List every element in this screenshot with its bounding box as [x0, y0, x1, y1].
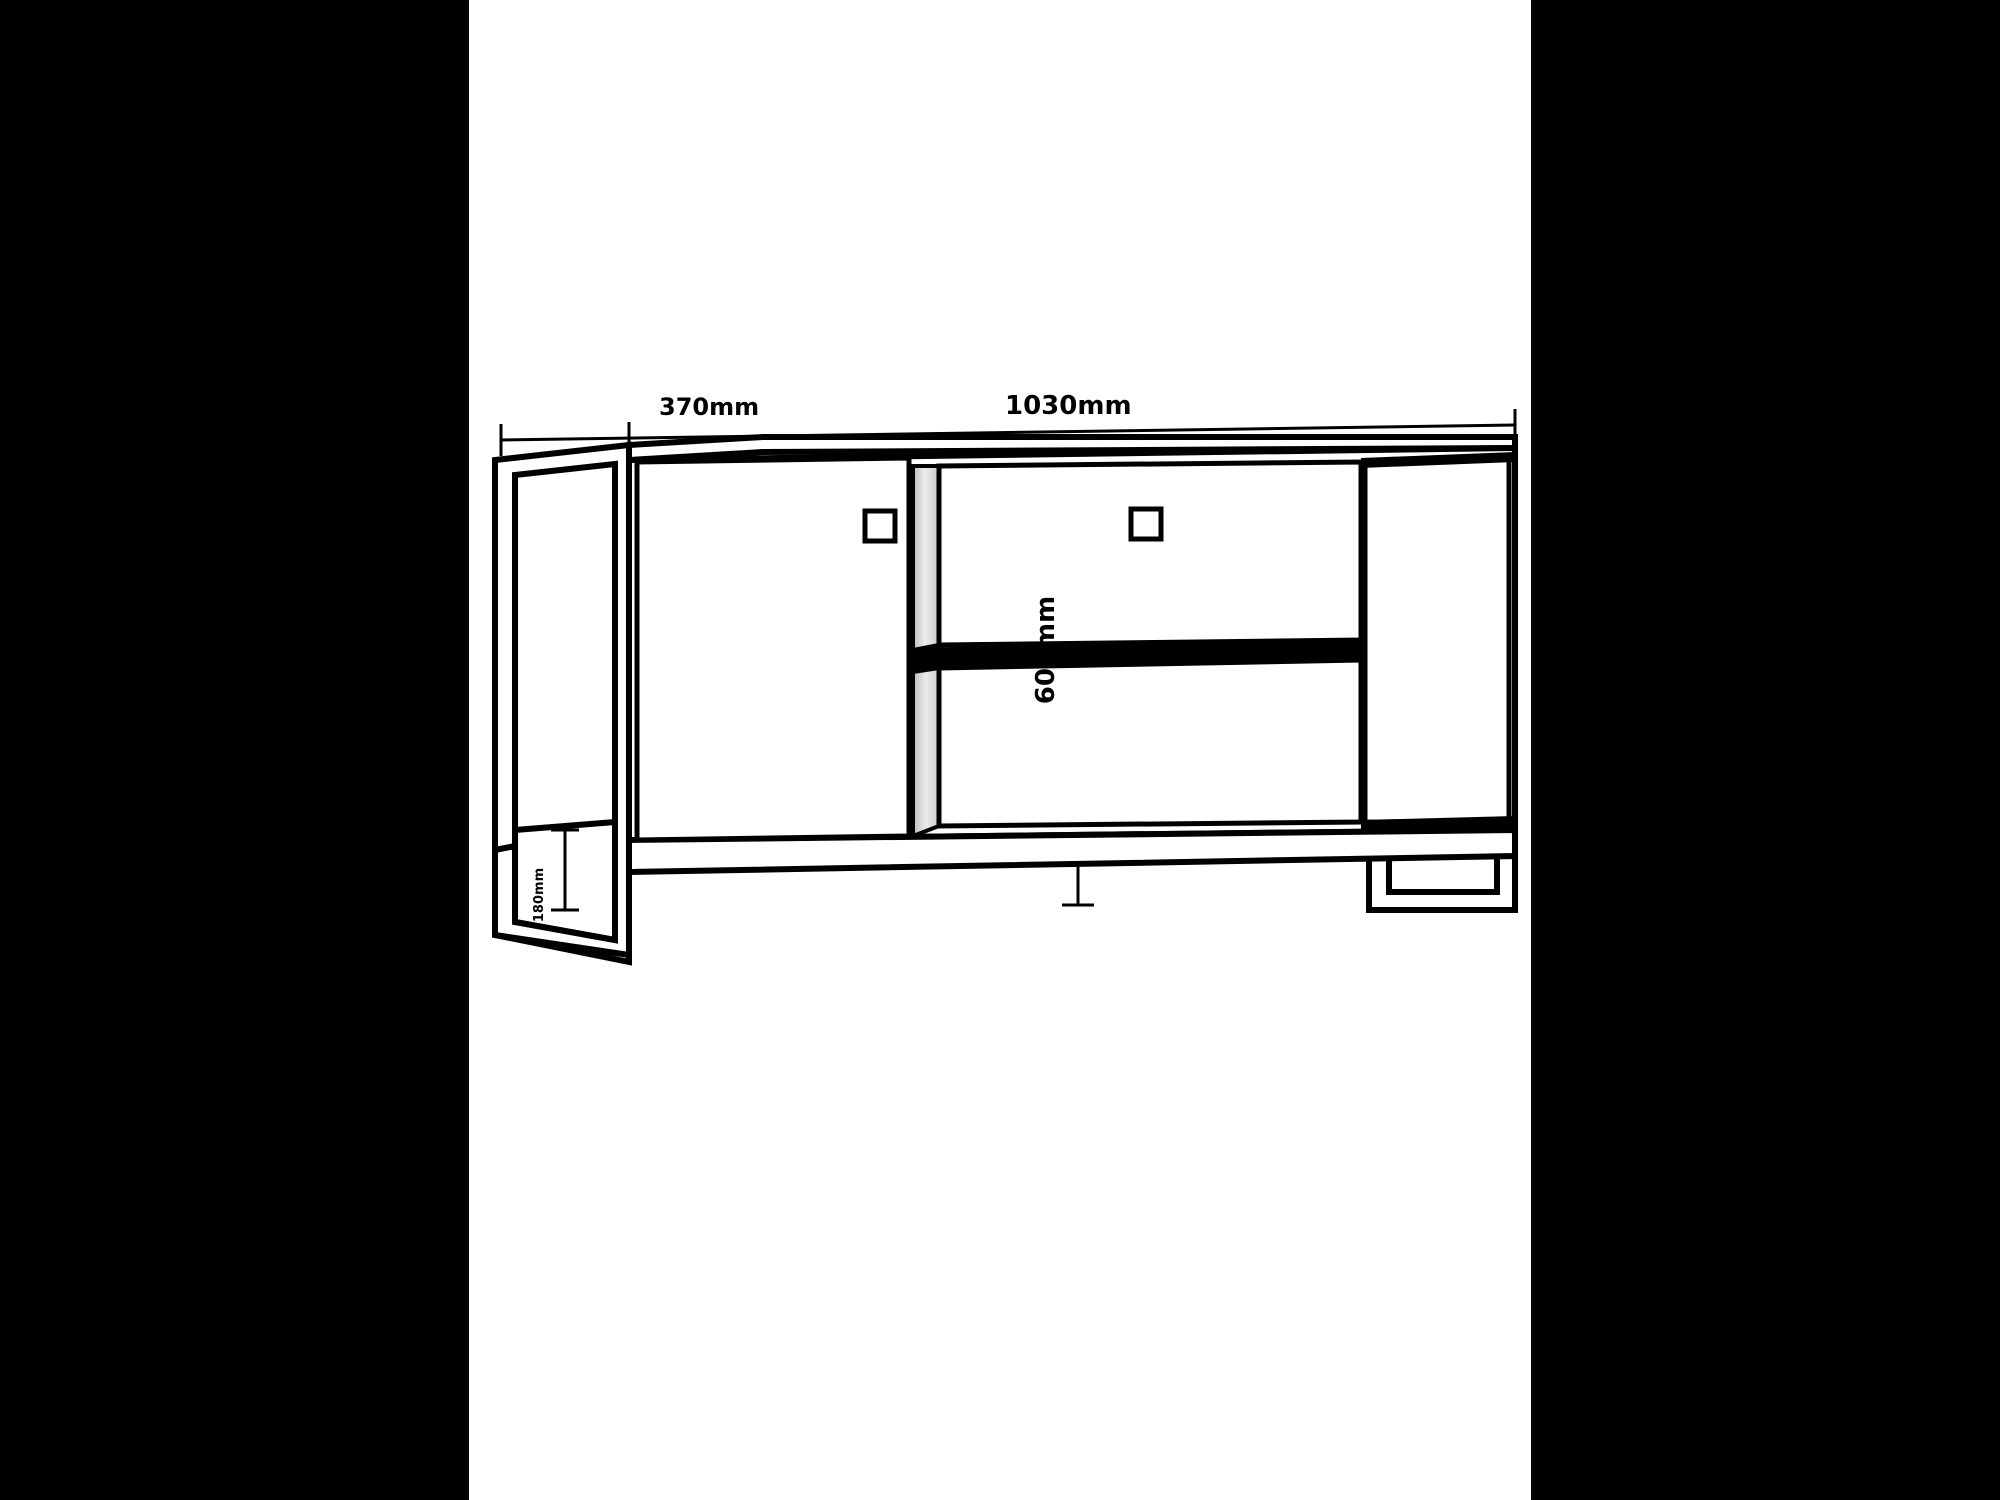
cabinet-line-drawing: [469, 0, 1531, 1500]
drawing-sheet: [469, 0, 1531, 1500]
left-door-handle[interactable]: [865, 511, 895, 541]
dimension-label-plinth-height: 180mm: [532, 867, 547, 923]
dimension-label-depth: 370mm: [659, 393, 760, 421]
right-door-handle[interactable]: [1131, 509, 1161, 539]
dimension-label-width: 1030mm: [1005, 391, 1132, 421]
right-door-panel[interactable]: [1361, 452, 1515, 832]
dimension-label-height: 600mm: [1031, 595, 1061, 705]
